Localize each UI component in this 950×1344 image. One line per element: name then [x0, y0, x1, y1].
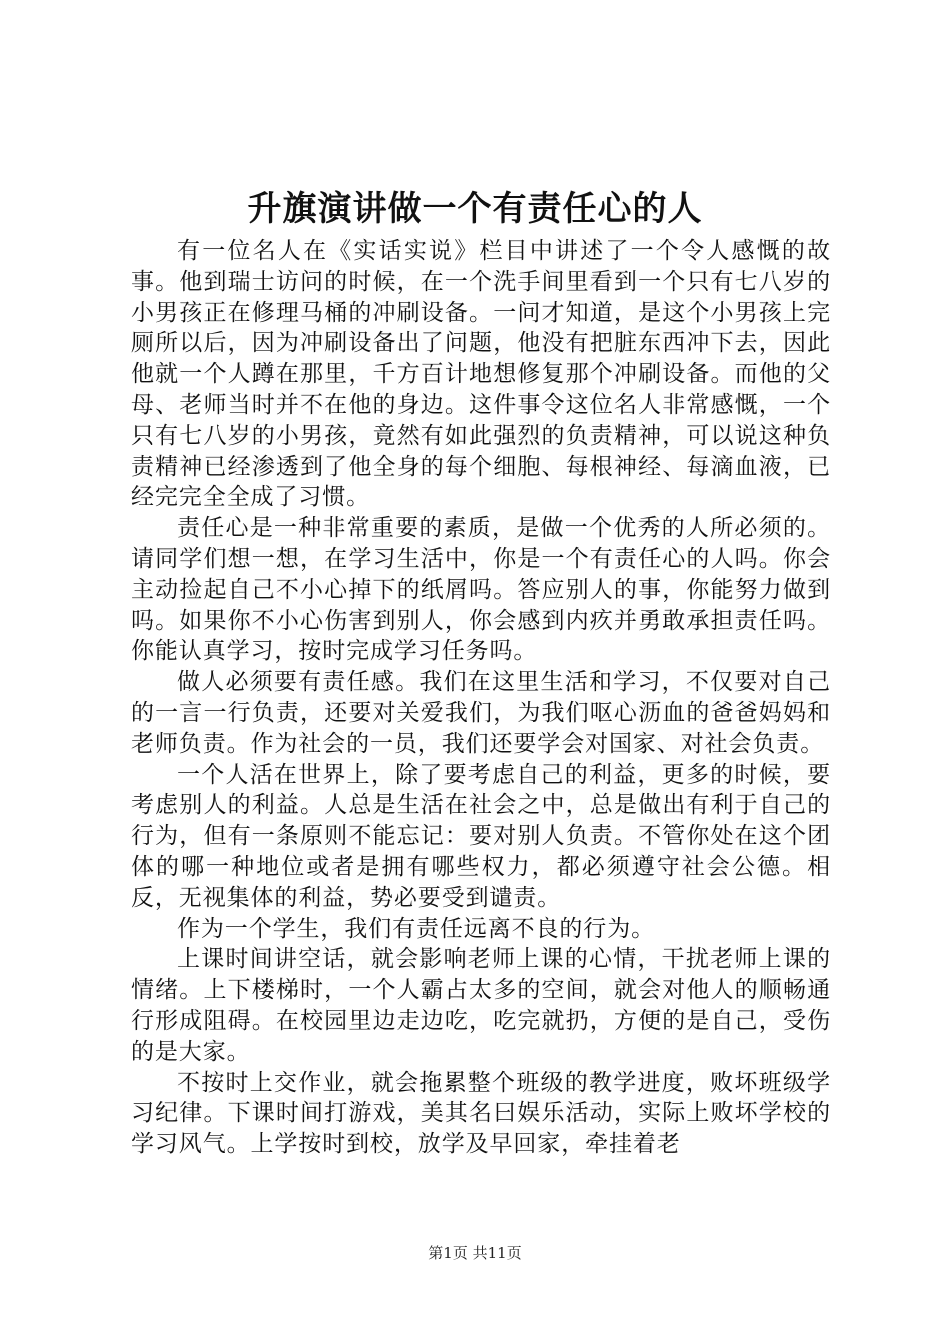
paragraph: 不按时上交作业，就会拖累整个班级的教学进度，败坏班级学习纪律。下课时间打游戏，美其名曰娱乐活动，实际上败坏学校的学习风气。上学按时到校，放学及早回家，牵挂着老: [131, 1069, 831, 1158]
paragraph: 作为一个学生，我们有责任远离不良的行为。: [177, 915, 655, 942]
paragraph: 一个人活在世界上，除了要考虑自己的利益，更多的时候，要考虑别人的利益。人总是生活在社会之中，总是做出有利于自己的行为，但有一条原则不能忘记：要对别人负责。不管你处在这个团体的哪一种地位或者是拥有哪些权力，都必须遵守社会公德。相反，无视集体的利益，势必要受到谴责。: [131, 761, 831, 911]
paragraph: 上课时间讲空话，就会影响老师上课的心情，干扰老师上课的情绪。上下楼梯时，一个人霸占太多的空间，就会对他人的顺畅通行形成阻碍。在校园里边走边吃，吃完就扔，方便的是自己，受伤的是大家。: [131, 946, 831, 1065]
document-body: [131, 236, 831, 1160]
paragraph: 有一位名人在《实话实说》栏目中讲述了一个令人感慨的故事。他到瑞士访问的时候，在一个洗手间里看到一个只有七八岁的小男孩正在修理马桶的冲刷设备。一问才知道，是这个小男孩上完厕所以后，因为冲刷设备出了问题，他没有把脏东西冲下去，因此他就一个人蹲在那里，千方百计地想修复那个冲刷设备。而他的父母、老师当时并不在他的身边。这件事令这位名人非常感慨，一个只有七八岁的小男孩，竟然有如此强烈的负责精神，可以说这种负责精神已经渗透到了他全身的每个细胞、每根神经、每滴血液，已经完完全全成了习惯。: [131, 238, 831, 511]
paragraph: 责任心是一种非常重要的素质，是做一个优秀的人所必须的。请同学们想一想，在学习生活中，你是一个有责任心的人吗。你会主动捡起自己不小心掉下的纸屑吗。答应别人的事，你能努力做到吗。如果你不小心伤害到别人，你会感到内疚并勇敢承担责任吗。你能认真学习，按时完成学习任务吗。: [131, 515, 831, 665]
paragraph: 做人必须要有责任感。我们在这里生活和学习，不仅要对自己的一言一行负责，还要对关爱我们，为我们呕心沥血的爸爸妈妈和老师负责。作为社会的一员，我们还要学会对国家、对社会负责。: [131, 669, 831, 757]
page-footer: 第1页 共11页: [428, 1244, 522, 1262]
document-title: 升旗演讲做一个有责任心的人: [247, 189, 703, 229]
